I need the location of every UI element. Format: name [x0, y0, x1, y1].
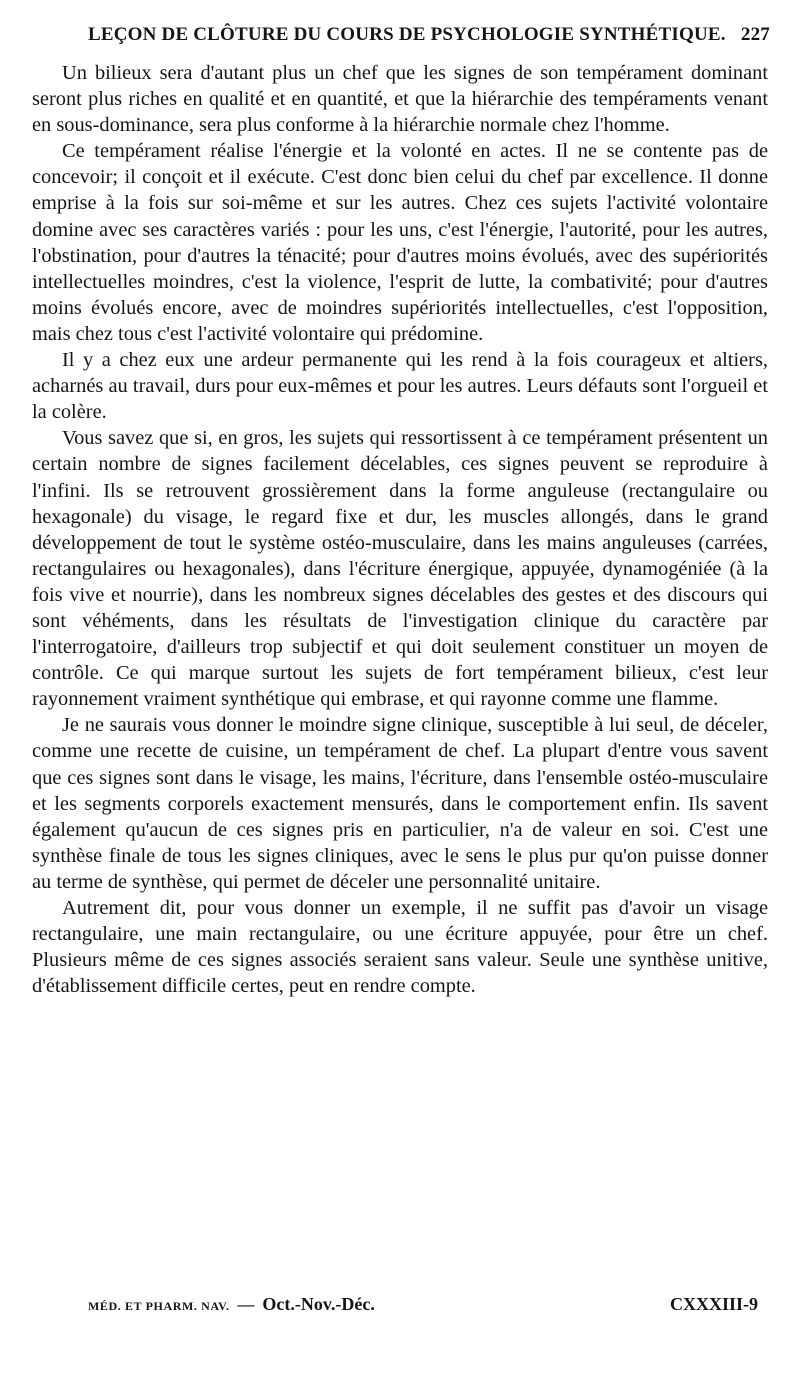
- paragraph: Ce tempérament réalise l'énergie et la volonté en actes. Il ne se contente pas de concevoir; il conçoit et il exécute. C'est donc bien celui du chef par excellence. Il donne emprise à la fois sur soi-même et sur les autres. Chez ces sujets l'activité volontaire domine avec ses caractères variés : pour les uns, c'est l'énergie, l'autorité, pour les autres, l'obstination, pour d'autres la ténacité; pour d'autres moins évolués, avec des supériorités intellectuelles moindres, c'est la violence, l'esprit de lutte, la combativité; pour d'autres moins évolués encore, avec de moindres supériorités intellectuelles, c'est l'opposition, mais chez tous c'est l'activité volontaire qui prédomine.: [32, 140, 768, 345]
- signature-mark: CXXXIII-9: [669, 1294, 758, 1314]
- paragraph: Un bilieux sera d'autant plus un chef que les signes de son tempérament dominant seront plus riches en qualité et en quantité, et que la hiérarchie des tempéraments venant en sous-dominance, sera plus conforme à la hiérarchie normale chez l'homme.: [32, 62, 768, 137]
- page-footer: [88, 1294, 768, 1315]
- journal-abbreviation: MÉD. ET PHARM. NAV.: [88, 1299, 230, 1313]
- paragraph: Il y a chez eux une ardeur permanente qui les rend à la fois courageux et altiers, acharnés au travail, durs pour eux-mêmes et pour les autres. Leurs défauts sont l'orgueil et la colère.: [32, 349, 768, 424]
- page-header: [88, 24, 770, 52]
- footer-citation: [88, 1294, 375, 1315]
- issue-period: Oct.-Nov.-Déc.: [262, 1294, 375, 1314]
- footer-dash: —: [237, 1295, 255, 1314]
- page-number: 227: [740, 24, 770, 45]
- body-text: [32, 60, 768, 999]
- paragraph: Je ne saurais vous donner le moindre signe clinique, susceptible à lui seul, de déceler, comme une recette de cuisine, un tempérament de chef. La plupart d'entre vous savent que ces signes sont dans le visage, les mains, l'écriture, dans l'ensemble ostéo-musculaire et les segments corporels exactement mensurés, dans le comportement enfin. Ils savent également qu'aucun de ces signes pris en particulier, n'a de valeur en soi. C'est une synthèse finale de tous les signes cliniques, avec le sens le plus pur qu'on puisse donner au terme de synthèse, qui permet de déceler une personnalité unitaire.: [32, 714, 768, 893]
- paragraph: Vous savez que si, en gros, les sujets qui ressortissent à ce tempérament présentent un certain nombre de signes facilement décelables, ces signes peuvent se reproduire à l'infini. Ils se retrouvent grossièrement dans la forme anguleuse (rectangulaire ou hexagonale) du visage, le regard fixe et dur, les muscles allongés, dans le grand développement de tout le système ostéo-musculaire, dans les mains anguleuses (carrées, rectangulaires ou hexagonales), dans l'écriture énergique, appuyée, dynamogéniée (à la fois vive et nourrie), dans les nombreux signes décelables des gestes et des discours qui sont véhéments, dans les résultats de l'investigation clinique du caractère par l'interrogatoire, d'ailleurs trop subjectif et qui doit seulement constituer un moyen de contrôle. Ce qui marque surtout les sujets de fort tempérament bilieux, c'est leur rayonnement vraiment synthétique qui embrase, et qui rayonne comme une flamme.: [32, 427, 768, 711]
- running-title: LEÇON DE CLÔTURE DU COURS DE PSYCHOLOGIE SYNTHÉTIQUE.: [88, 24, 726, 45]
- paragraph: Autrement dit, pour vous donner un exemple, il ne suffit pas d'avoir un visage rectangulaire, une main rectangulaire, ou une écriture appuyée, pour être un chef. Plusieurs même de ces signes associés seraient sans valeur. Seule une synthèse unitive, d'établissement difficile certes, peut en rendre compte.: [32, 897, 768, 998]
